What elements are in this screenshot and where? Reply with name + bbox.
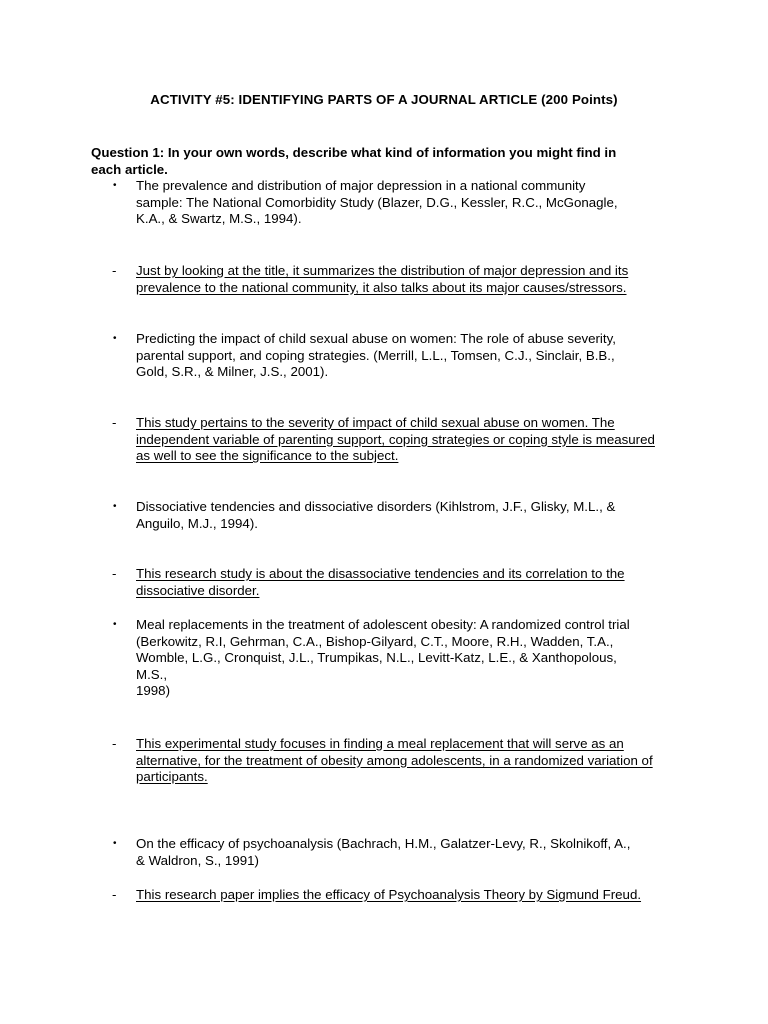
answer-item <box>111 263 691 296</box>
answer-item <box>111 736 691 786</box>
answer-text: This research study is about the disassociative tendencies and its correlation to the dissociative disorder. <box>136 566 625 598</box>
dash-marker: - <box>112 736 117 751</box>
bullet-marker: • <box>113 333 117 344</box>
citation-text: Dissociative tendencies and dissociative disorders (Kihlstrom, J.F., Glisky, M.L., & Anguilo, M.J., 1994). <box>136 499 616 531</box>
bullet-marker: • <box>113 838 117 849</box>
bullet-marker: • <box>113 619 117 630</box>
answer-text: This study pertains to the severity of impact of child sexual abuse on women. The independent variable of parenting support, coping strategies or coping style is measured as well to see the significance to the subject. <box>136 415 655 463</box>
bullet-marker: • <box>113 501 117 512</box>
answer-item <box>111 415 691 465</box>
citation-item <box>111 499 691 532</box>
citation-text: The prevalence and distribution of major depression in a national community sample: The National Comorbidity Study (Blazer, D.G., Kessler, R.C., McGonagle, K.A., & Swartz, M.S., 1994). <box>136 178 618 226</box>
answer-text: Just by looking at the title, it summarizes the distribution of major depression and its prevalence to the national community, it also talks about its major causes/stressors. <box>136 263 629 295</box>
dash-marker: - <box>112 887 117 902</box>
bullet-marker: • <box>113 180 117 191</box>
citation-text: On the efficacy of psychoanalysis (Bachrach, H.M., Galatzer-Levy, R., Skolnikoff, A., & Waldron, S., 1991) <box>136 836 631 868</box>
dash-marker: - <box>112 415 117 430</box>
citation-item <box>111 836 691 869</box>
answer-item <box>111 566 691 599</box>
answer-text: This experimental study focuses in finding a meal replacement that will serve as an alternative, for the treatment of obesity among adolescents, in a randomized variation of participants. <box>136 736 653 784</box>
dash-marker: - <box>112 263 117 278</box>
citation-item <box>111 617 691 700</box>
question-text: Question 1: In your own words, describe what kind of information you might find in each article. <box>91 145 617 177</box>
question-1 <box>91 144 671 178</box>
citation-text: Predicting the impact of child sexual abuse on women: The role of abuse severity, parental support, and coping strategies. (Merrill, L.L., Tomsen, C.J., Sinclair, B.B., Gold, S.R., & Milner, J.S., 2001). <box>136 331 616 379</box>
answer-item <box>111 887 691 904</box>
citation-text: Meal replacements in the treatment of adolescent obesity: A randomized control trial (Berkowitz, R.I, Gehrman, C.A., Bishop-Gilyard, C.T., Moore, R.H., Wadden, T.A., Womble, L.G., Cronquist, J.L., Trumpikas, N.L., Levitt-Katz, L.E., & Xanthopolous, M.S., 1998) <box>136 617 630 698</box>
dash-marker: - <box>112 566 117 581</box>
citation-item <box>111 331 691 381</box>
page-title: ACTIVITY #5: IDENTIFYING PARTS OF A JOURNAL ARTICLE (200 Points) <box>150 92 618 107</box>
citation-item <box>111 178 691 228</box>
answer-text: This research paper implies the efficacy of Psychoanalysis Theory by Sigmund Freud. <box>136 887 642 902</box>
